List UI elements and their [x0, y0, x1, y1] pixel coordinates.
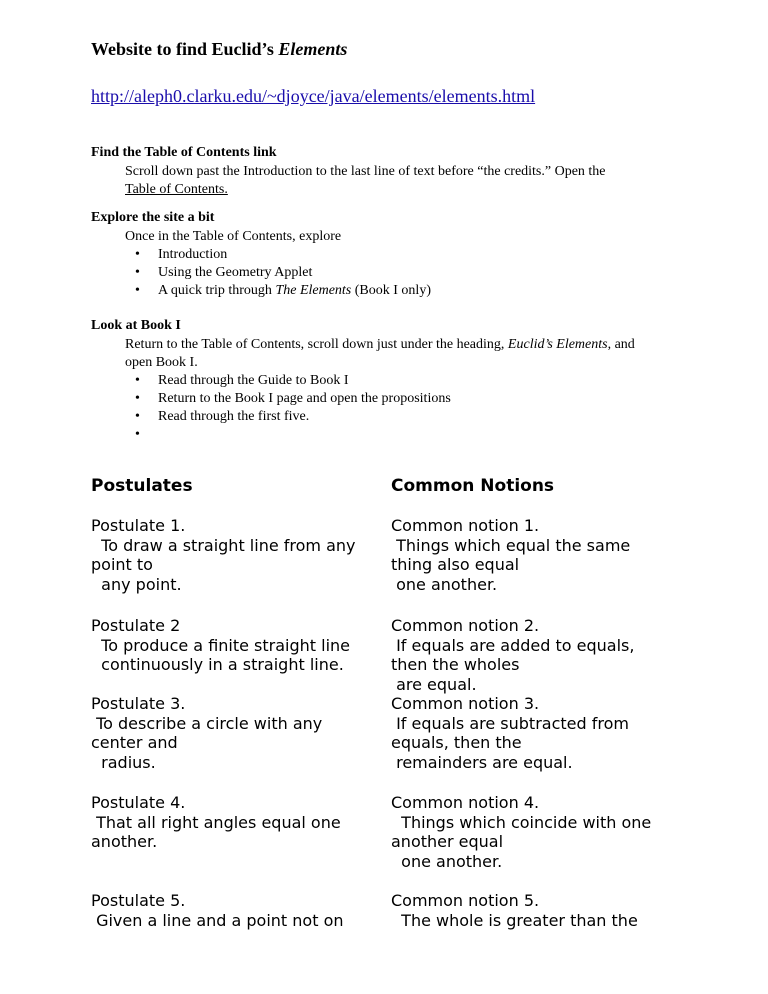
- bullet-icon: •: [135, 247, 140, 262]
- bullet-icon: •: [135, 283, 140, 298]
- book1-instruction: Return to the Table of Contents, scroll down just under the heading, Euclid’s Elements, and: [125, 337, 635, 352]
- section-heading-book1: Look at Book I: [91, 318, 181, 333]
- common-notion-2-3: Common notion 2. If equals are added to equals, then the wholes are equal. Common notion 3. If equals are subtracted from equals, then the remainders are equal.: [391, 616, 635, 772]
- list-item: • Read through the Guide to Book I: [135, 373, 349, 388]
- section-heading-explore: Explore the site a bit: [91, 210, 215, 225]
- list-item: • Read through the first five.: [135, 409, 310, 424]
- postulate-2: Postulate 2 To produce a finite straight line continuously in a straight line.: [91, 616, 351, 674]
- common-notions-heading: Common Notions: [391, 476, 555, 496]
- common-notion-1: Common notion 1. Things which equal the same thing also equal one another.: [391, 516, 631, 594]
- page-title: [91, 39, 347, 60]
- list-item: • Return to the Book I page and open the propositions: [135, 391, 451, 406]
- postulate-1: Postulate 1. To draw a straight line from any point to any point.: [91, 516, 356, 594]
- toc-instruction: Scroll down past the Introduction to the last line of text before “the credits.” Open the: [125, 164, 606, 179]
- bullet-icon: •: [135, 373, 140, 388]
- bullet-icon: •: [135, 265, 140, 280]
- bullet-icon: •: [135, 391, 140, 406]
- explore-list: [135, 246, 431, 300]
- list-item: • A quick trip through The Elements (Book I only): [135, 283, 431, 298]
- bullet-icon: •: [135, 427, 140, 442]
- book1-instruction-cont: open Book I.: [125, 355, 198, 370]
- title-italic-text: Elements: [278, 39, 348, 59]
- postulate-3: Postulate 3. To describe a circle with any center and radius.: [91, 694, 323, 772]
- postulate-4: Postulate 4. That all right angles equal one another.: [91, 793, 341, 851]
- list-item: • Using the Geometry Applet: [135, 265, 313, 280]
- common-notion-4: Common notion 4. Things which coincide with one another equal one another.: [391, 793, 652, 871]
- section-body-toc: [125, 163, 685, 199]
- euclid-elements-link[interactable]: http://aleph0.clarku.edu/~djoyce/java/elements/elements.html: [91, 86, 536, 106]
- section-body-book1: [125, 336, 685, 372]
- list-item: • Introduction: [135, 247, 228, 262]
- book1-list: [135, 372, 451, 442]
- postulate-5: Postulate 5. Given a line and a point not on: [91, 891, 344, 930]
- bullet-icon: •: [135, 409, 140, 424]
- table-of-contents-link[interactable]: Table of Contents.: [125, 182, 228, 197]
- title-text: Website to find Euclid’s: [91, 39, 279, 59]
- section-heading-toc: Find the Table of Contents link: [91, 145, 277, 160]
- common-notion-5: Common notion 5. The whole is greater than the: [391, 891, 638, 930]
- explore-intro: Once in the Table of Contents, explore: [125, 229, 342, 244]
- postulates-heading: Postulates: [91, 476, 193, 496]
